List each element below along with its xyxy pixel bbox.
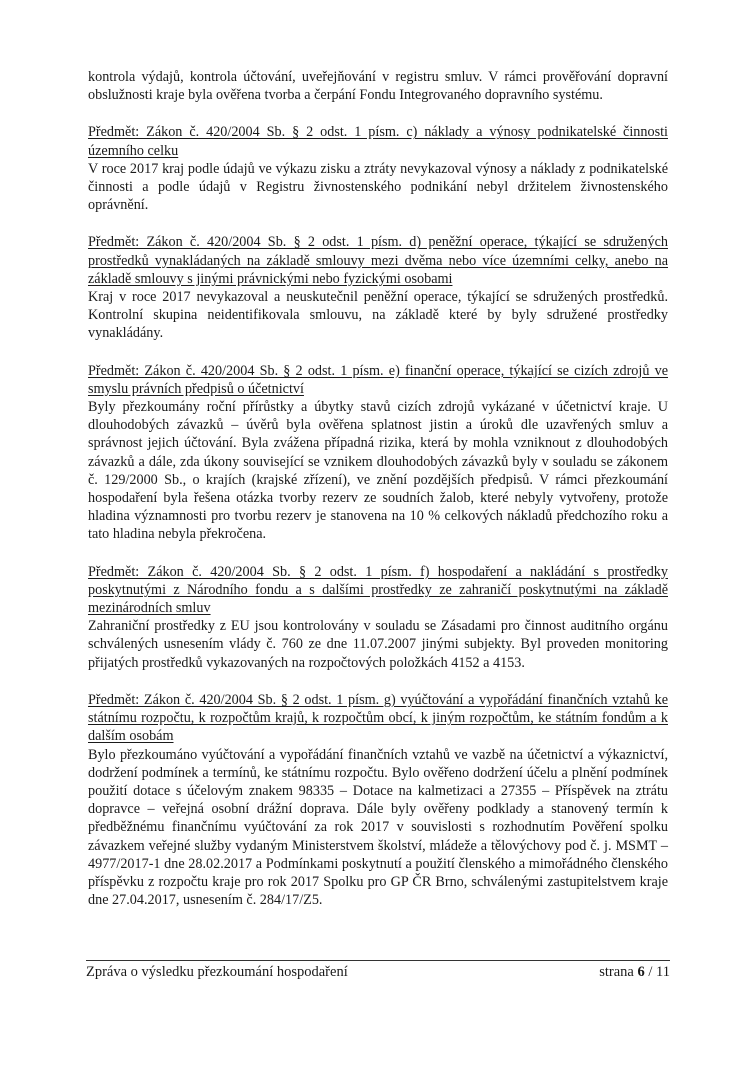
section-f bbox=[88, 563, 668, 672]
page-current: 6 bbox=[637, 964, 645, 980]
section-g bbox=[88, 691, 668, 909]
page-prefix: strana bbox=[599, 964, 638, 980]
section-body: Zahraniční prostředky z EU jsou kontrolovány v souladu se Zásadami pro činnost auditního orgánu schválených usnesením vlády č. 760 ze dne 11.07.2007 jinými subjekty. Byl proveden monitoring přijatých prostředků vykazovaných na rozpočtových položkách 4152 a 4153. bbox=[88, 618, 668, 671]
section-heading: Předmět: Zákon č. 420/2004 Sb. § 2 odst. 1 písm. g) vyúčtování a vypořádání finančních vztahů ke státnímu rozpočtu, k rozpočtům krajů, k rozpočtům obcí, k jiným rozpočtům, ke státním fondům a k dalším osobám bbox=[88, 691, 668, 745]
section-heading: Předmět: Zákon č. 420/2004 Sb. § 2 odst. 1 písm. e) finanční operace, týkající se cizích zdrojů ve smyslu právních předpisů o účetnictví bbox=[88, 362, 668, 397]
section-body: Byly přezkoumány roční přírůstky a úbytky stavů cizích zdrojů vykázané v účetnictví kraje. U dlouhodobých závazků – úvěrů byla ověřena splatnost jistin a úroků dle uzavřených smluv a správnost jejich účtování. Byla zvážena případná rizika, která by mohla vzniknout z dlouhodobých závazků a dále, zda úkony související se vznikem dlouhodobých závazků byly v souladu se zákonem č. 129/2000 Sb., o krajích (krajské zřízení), ve znění pozdějších předpisů. V rámci přezkoumání hospodaření byla řešena otázka tvorby rezerv ze soudních žalob, které nebyly vytvořeny, protože hladina významnosti pro tvorbu rezerv je stanovena na 10 % celkových nákladů předchozího roku a tato hladina nebyla překročena. bbox=[88, 399, 668, 543]
section-c bbox=[88, 123, 668, 214]
section-heading: Předmět: Zákon č. 420/2004 Sb. § 2 odst. 1 písm. f) hospodaření a nakládání s prostředky poskytnutými z Národního fondu a s dalšími prostředky ze zahraničí poskytnutými na základě mezinárodních smluv bbox=[88, 563, 668, 617]
section-body: V roce 2017 kraj podle údajů ve výkazu zisku a ztráty nevykazoval výnosy a náklady z podnikatelské činnosti a podle údajů v Registru živnostenského podnikání nebyl držitelem živnostenského oprávnění. bbox=[88, 160, 668, 214]
footer-page-number bbox=[599, 964, 670, 981]
page-total: / 11 bbox=[644, 964, 670, 980]
section-body: Bylo přezkoumáno vyúčtování a vypořádání finančních vztahů ve vazbě na účetnictví a výkaznictví, dodržení podmínek a termínů, ke státnímu rozpočtu. Bylo ověřeno dodržení účelu a plnění podmínek použití dotace s účelovým znakem 98335 – Dotace na kalmetizaci a 27355 – Příspěvek na ztrátu dopravce – veřejná osobní drážní doprava. Dále byly ověřeny podklady a stanovený termín k předběžnému finančnímu vyúčtování za rok 2017 v souvislosti s rozhodnutím Pověření spolku závazkem veřejné služby vydaným Ministerstvem školství, mládeže a tělovýchovy pod č. j. MSMT – 4977/2017-1 dne 28.02.2017 a Podmínkami poskytnutí a použití členského a mimořádného členského příspěvku z rozpočtu kraje pro rok 2017 Spolku pro GP ČR Brno, schválenými zastupitelstvem kraje dne 27.04.2017, usnesením č. 284/17/Z5. bbox=[88, 746, 668, 909]
footer-report-title: Zpráva o výsledku přezkoumání hospodaření bbox=[86, 964, 348, 980]
section-e bbox=[88, 362, 668, 544]
page-footer bbox=[86, 960, 670, 981]
page-content bbox=[88, 68, 668, 928]
intro-section bbox=[88, 68, 668, 104]
intro-paragraph: kontrola výdajů, kontrola účtování, uveřejňování v registru smluv. V rámci prověřování dopravní obslužnosti kraje byla ověřena tvorba a čerpání Fondu Integrovaného dopravního systému. bbox=[88, 69, 668, 104]
section-d bbox=[88, 233, 668, 342]
section-body: Kraj v roce 2017 nevykazoval a neuskutečnil peněžní operace, týkající se sdružených prostředků. Kontrolní skupina neidentifikovala smlouvu, na základě které by byly sdružené prostředky vynakládány. bbox=[88, 289, 668, 342]
section-heading: Předmět: Zákon č. 420/2004 Sb. § 2 odst. 1 písm. c) náklady a výnosy podnikatelské činnosti územního celku bbox=[88, 124, 668, 159]
section-heading: Předmět: Zákon č. 420/2004 Sb. § 2 odst. 1 písm. d) peněžní operace, týkající se sdružených prostředků vynakládaných na základě smlouvy mezi dvěma nebo více územními celky, anebo na základě smlouvy s jinými právnickými nebo fyzickými osobami bbox=[88, 234, 668, 287]
